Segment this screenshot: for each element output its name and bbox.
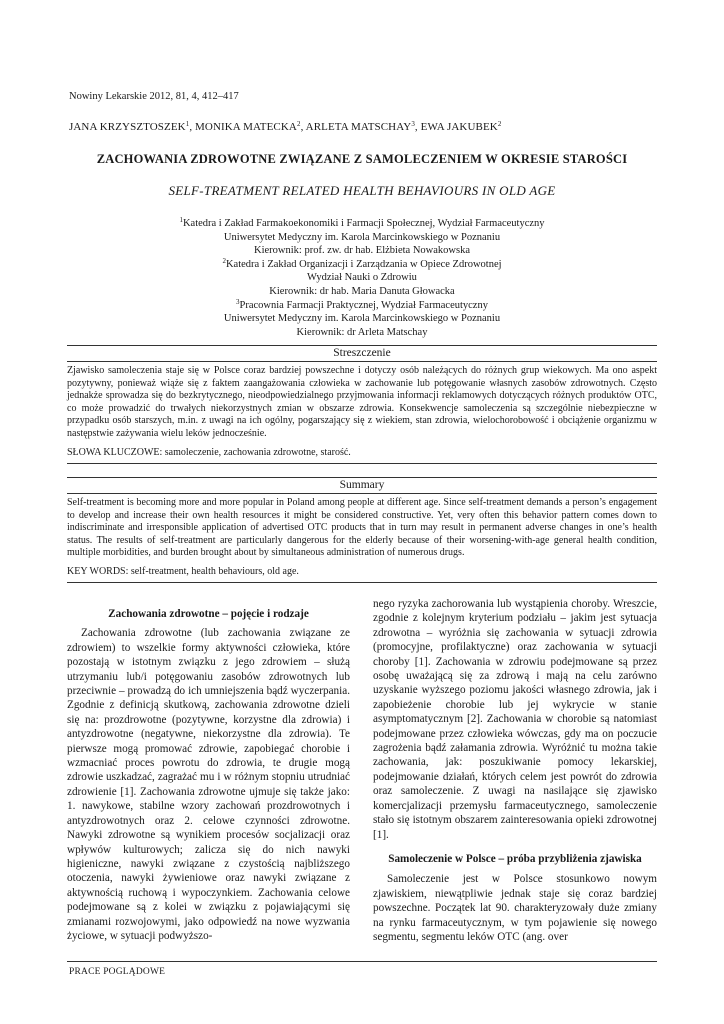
summary-heading: Summary (67, 478, 657, 494)
abstract-english (67, 477, 657, 583)
author-affiliation-marker: 2 (497, 120, 502, 128)
affiliation-line: Kierownik: dr Arleta Matschay (296, 326, 428, 338)
abstract-polish (67, 345, 657, 464)
affiliation-line: Wydział Nauki o Zdrowiu (307, 272, 417, 284)
journal-citation: Nowiny Lekarskie 2012, 81, 4, 412–417 (69, 91, 239, 102)
body-paragraph: nego ryzyka zachorowania lub wystąpienia choroby. Wreszcie, zgodnie z kolejnym kryterium podziału – jakim jest sytuacja zdrowotna – wyróżnia się zachowania w sytuacji zdrowia (promocyjne, profilaktyczne) oraz zachowania w sytuacji choroby [1]. Zachowania w zdrowiu podejmowane są przez osobę uważającą się za zdrową i mają na celu zarówno uzyskanie wyższego poziomu jakości własnego zdrowia, jak i zapobieżenie chorobie lub jej wykrycie w stanie asymptomatycznym [2]. Zachowania w chorobie są natomiast podejmowane przez człowieka wówczas, gdy ma on poczucie zagrożenia bądź załamania zdrowia. Wyróżnić tu można takie zachowania, jak: poszukiwanie pomocy lekarskiej, podejmowanie działań, których celem jest powrót do zdrowia oraz samoleczenie. Z uwagi na nasilające się zjawisko komercjalizacji przemysłu farmaceutycznego, samoleczenie stało się istotnym obszarem zainteresowania opieki zdrowotnej [1]. (373, 598, 657, 841)
affiliation-line: Uniwersytet Medyczny im. Karola Marcinkowskiego w Poznaniu (223, 231, 501, 243)
affiliation-line: Uniwersytet Medyczny im. Karola Marcinkowskiego w Poznaniu (223, 313, 501, 325)
paper-title-polish: ZACHOWANIA ZDROWOTNE ZWIĄZANE Z SAMOLECZENIEM W OKRESIE STAROŚCI (96, 152, 628, 166)
section-heading: Zachowania zdrowotne – pojęcie i rodzaje (108, 608, 309, 620)
abstract-body: Zjawisko samoleczenia staje się w Polsce coraz bardziej powszechne i dotyczy osób należących do różnych grup wiekowych. Ma ono aspekt pozytywny, ponieważ wiąże się z faktem zaangażowania człowieka w zachowanie lub potęgowanie własnych zasobów zdrowotnych. Często jednakże sprowadza się do bezkrytycznego, nieodpowiedzialnego przyjmowania informacji reklamowych dotyczących różnych produktów OTC, co może prowadzić do trwałych niekorzystnych zmian w obszarze zdrowia. Konsekwencje samoleczenia są szczególnie niebezpieczne w przypadku osób starszych, m.in. z uwagi na ich ogólny, pogarszający się z wiekiem, stan zdrowia, wielochorobowość i obciążenie organizmu w następstwie zażywania wielu leków jednocześnie. (67, 365, 657, 439)
body-paragraph: Samoleczenie jest w Polsce stosunkowo nowym zjawiskiem, niewątpliwie jednak staje się coraz bardziej powszechne. Początek lat 90. charakteryzowały duże zmiany na rynku farmaceutycznym, w tym pojawienie się nowego segmentu, segmentu leków OTC (ang. over (373, 873, 657, 943)
author-name: ARLETA MATSCHAY (305, 121, 412, 133)
author-affiliation-marker: 3 (411, 120, 415, 128)
affiliation-line: Kierownik: prof. zw. dr hab. Elżbieta Nowakowska (254, 245, 470, 257)
abstract-heading: Streszczenie (67, 346, 657, 362)
affiliation-line: $^1$Katedra i Zakład Farmakoekonomiki i Farmacji Społecznej, Wydział Farmaceutyczny (179, 216, 545, 229)
affiliation-line: $^3$Pracownia Farmacji Praktycznej, Wydział Farmaceutyczny (236, 297, 488, 311)
author-affiliation-marker: 1 (185, 120, 190, 128)
abstract-keywords: SŁOWA KLUCZOWE: samoleczenie, zachowania zdrowotne, starość. (67, 446, 351, 458)
right-column (373, 597, 657, 944)
footer-divider (67, 961, 657, 962)
author-name: EWA JAKUBEK (420, 121, 498, 133)
body-paragraph: Zachowania zdrowotne (lub zachowania związane ze zdrowiem) to wszelkie formy aktywności człowieka, które pozostają w istotnym związku z jego zdrowiem – służą utrzymaniu lub/i potęgowaniu zasobów zdrowotnych lub przeciwnie – prowadzą do ich umniejszenia bądź wyczerpania. Zgodnie z definicją skutkową, zachowania zdrowotne dzieli się na: prozdrowotne (pozytywne, korzystne dla zdrowia) i antyzdrowotne (negatywne, niekorzystne dla zdrowia). Te pierwsze mogą promować zdrowie, zapobiegać chorobie i wzmacniać proces powrotu do zdrowia, te drugie mogą zdrowie uszkadzać, zagrażać mu i w różnym stopniu utrudniać zdrowienie [1]. Zachowania zdrowotne ujmuje się także jako: 1. nawykowe, stabilne wzory zachowań prozdrowotnych i antyzdrowotnych oraz 2. celowe czynności zdrowotne. Nawyki zdrowotne są wynikiem procesów socjalizacji oraz wpływów kulturowych; zalicza się do nich nawyki higieniczne, nawyki związane z czystością najbliższego otoczenia, nawyki żywieniowe oraz nawyki związane z aktywnością ruchową i wypoczynkiem. Zachowania celowe podejmowane są z kolei w związku z pojawiającymi się zmianami rozwojowymi, jako odpowiedź na nowe wyzwania życiowe, w sytuacji podwyższo- (67, 627, 350, 942)
summary-keywords: KEY WORDS: self-treatment, health behaviours, old age. (67, 565, 299, 577)
affiliation-line: $^2$Katedra i Zakład Organizacji i Zarządzania w Opiece Zdrowotnej (222, 256, 502, 270)
affiliation-line: Kierownik: dr hab. Maria Danuta Głowacka (269, 285, 455, 297)
author-name: JANA KRZYSZTOSZEK (69, 121, 186, 133)
affiliations (120, 217, 604, 339)
footer-section-label: PRACE POGLĄDOWE (69, 967, 166, 977)
left-column (67, 607, 350, 943)
author-affiliation-marker: 2 (296, 120, 301, 128)
author-list: JANA KRZYSZTOSZEK$^1$, MONIKA MATECKA$^2$, ARLETA MATSCHAY$^3$, EWA JAKUBEK$^2$ (69, 120, 502, 133)
summary-body: Self-treatment is becoming more and more popular in Poland among people at different age. Since self-treatment demands a person’s engagement to develop and increase their own health resources it might be considered constructive. Yet, very often this behavior pattern comes down to indiscriminate and irresponsible application of advertised OTC products that in turn may result in permanent adverse changes in one’s health status. The results of self-treatment are particularly dangerous for the elderly because of their worsening-with-age general health condition, multiple morbidities, and burden brought about by simultaneous administration of numerous drugs. (67, 497, 657, 559)
paper-title-english: SELF-TREATMENT RELATED HEALTH BEHAVIOURS IN OLD AGE (168, 183, 556, 198)
author-name: MONIKA MATECKA (195, 121, 297, 133)
section-heading: Samoleczenie w Polsce – próba przybliżenia zjawiska (388, 852, 642, 865)
